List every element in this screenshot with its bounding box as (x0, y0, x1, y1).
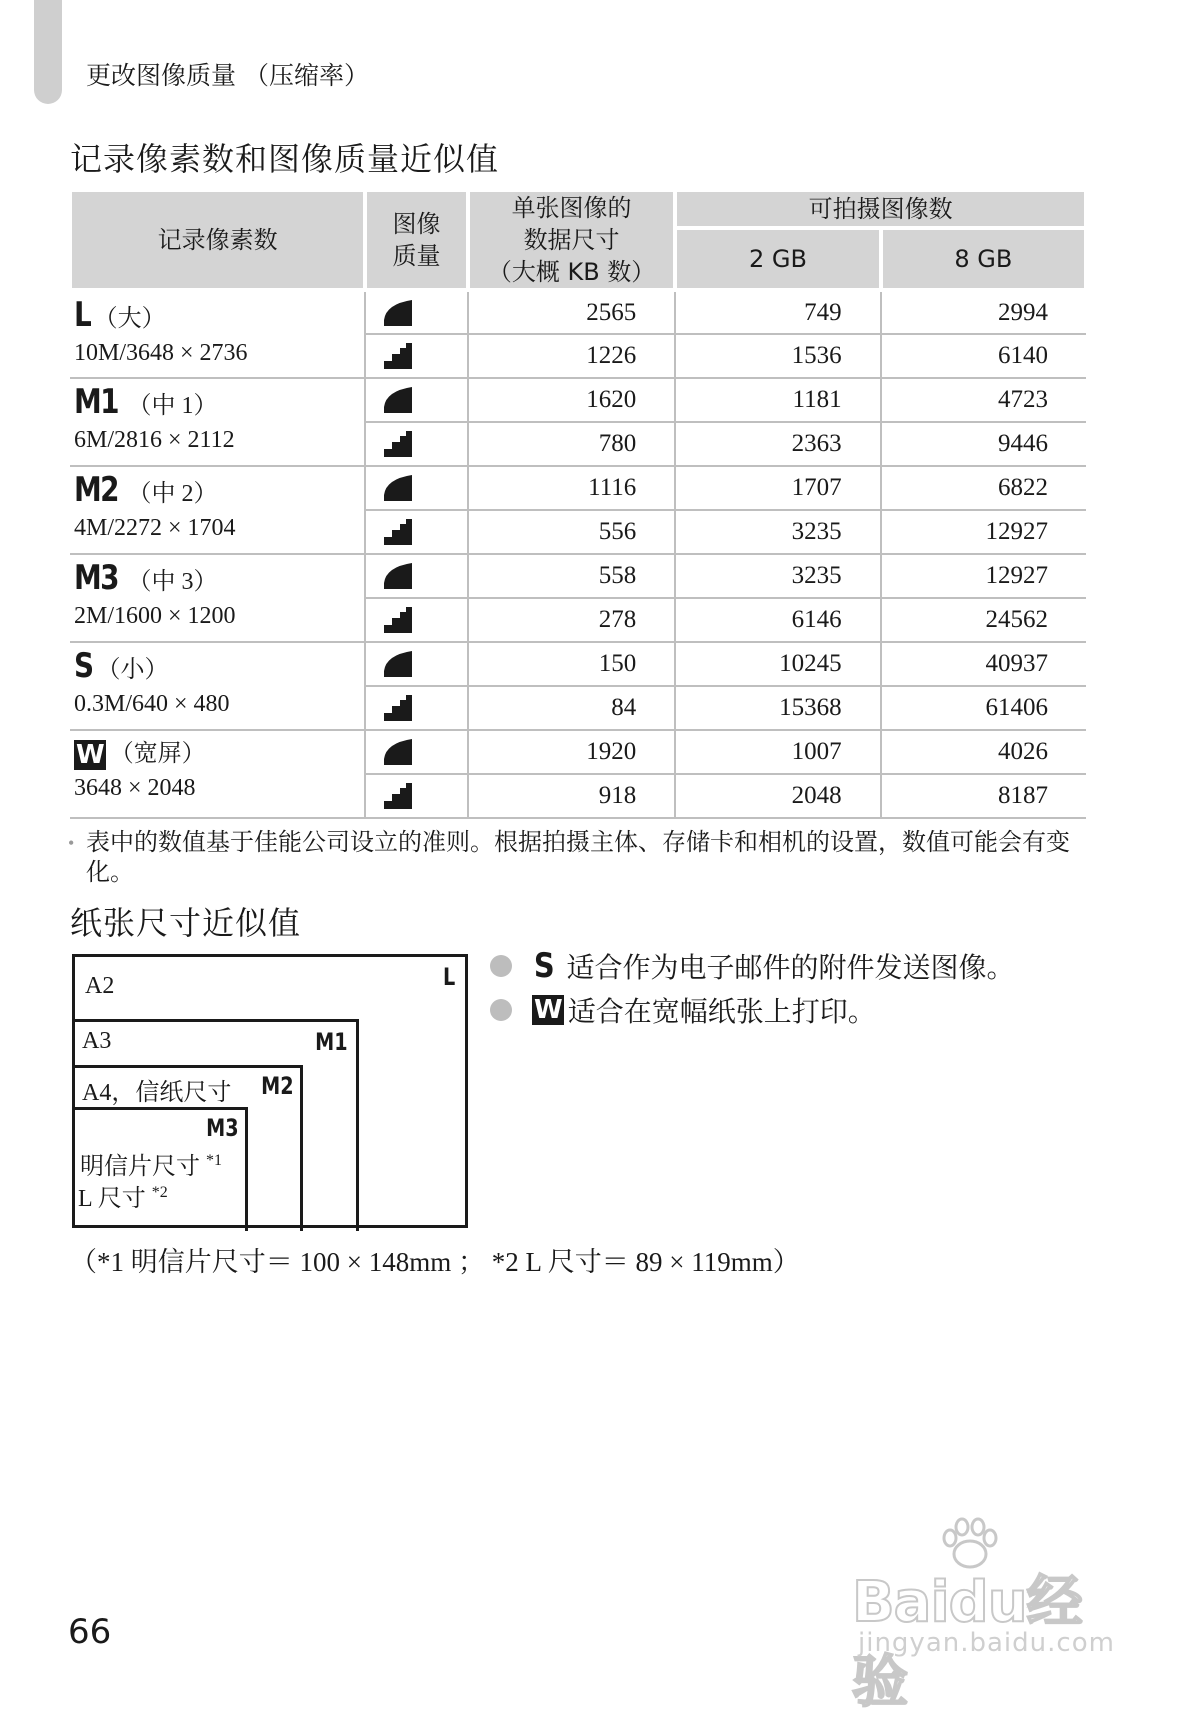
normal-icon (365, 598, 468, 642)
table-row (70, 290, 1086, 334)
shots-2gb-cell: 1007 (675, 730, 880, 774)
chapter-tab (34, 0, 62, 104)
size-mark: M1 (74, 382, 118, 422)
shots-8gb-cell: 4723 (881, 378, 1086, 422)
file-size-cell: 556 (468, 510, 675, 554)
resolution: 6M/2816 × 2112 (74, 427, 235, 453)
mark-m1: M1 (315, 1028, 348, 1056)
shots-2gb-cell: 3235 (675, 554, 880, 598)
pixel-cell (70, 554, 365, 642)
shots-2gb-cell: 1181 (675, 378, 880, 422)
table-row (70, 466, 1086, 510)
shots-2gb-cell: 10245 (675, 642, 880, 686)
shots-8gb-cell: 24562 (881, 598, 1086, 642)
file-size-cell: 1116 (468, 466, 675, 510)
resolution: 2M/1600 × 1200 (74, 603, 236, 629)
size-mark: M3 (74, 558, 118, 598)
pixel-cell (70, 466, 365, 554)
watermark-sub: jingyan.baidu.com (858, 1628, 1115, 1658)
s-size-icon: S (533, 946, 555, 986)
shots-8gb-cell: 6822 (881, 466, 1086, 510)
mark-l: L (442, 963, 455, 991)
shots-2gb-cell: 2363 (675, 422, 880, 466)
shots-8gb-cell: 2994 (881, 290, 1086, 334)
bullet-w-text: 适合在宽幅纸张上打印。 (567, 997, 876, 1028)
shots-8gb-cell: 12927 (881, 554, 1086, 598)
file-size-cell: 2565 (468, 290, 675, 334)
file-size-cell: 1920 (468, 730, 675, 774)
table-row (70, 642, 1086, 686)
fine-icon (365, 642, 468, 686)
bullet-w (490, 988, 1015, 1032)
resolution: 10M/3648 × 2736 (74, 340, 248, 366)
label-a4: A4，信纸尺寸 (82, 1080, 232, 1106)
bullet-s-text: 适合作为电子邮件的附件发送图像。 (566, 953, 1015, 984)
fine-icon (365, 378, 468, 422)
fine-icon (365, 554, 468, 598)
mark-m2: M2 (261, 1072, 294, 1100)
file-size-cell: 84 (468, 686, 675, 730)
header-2gb: 2 GB (675, 228, 880, 291)
watermark-main: Baidu经验 (852, 1570, 1082, 1715)
header-pixels: 记录像素数 (70, 190, 365, 290)
shots-2gb-cell: 15368 (675, 686, 880, 730)
file-size-cell: 278 (468, 598, 675, 642)
normal-icon (365, 510, 468, 554)
usage-bullets (490, 944, 1015, 1032)
bullet-s (490, 944, 1015, 988)
baidu-watermark (852, 1518, 1132, 1715)
table-row (70, 730, 1086, 774)
size-mark: S (74, 646, 93, 686)
header-shots: 可拍摄图像数 (675, 190, 1086, 228)
normal-icon (365, 334, 468, 378)
shots-2gb-cell: 1707 (675, 466, 880, 510)
note-text: 表中的数值基于佳能公司设立的准则。根据拍摄主体、存储卡和相机的设置，数值可能会有变化。 (86, 830, 1070, 886)
label-postcard: 明信片尺寸 $^{*1}$ (80, 1152, 222, 1180)
quality-table (68, 188, 1088, 819)
file-size-cell: 780 (468, 422, 675, 466)
normal-icon (365, 422, 468, 466)
shots-8gb-cell: 40937 (881, 642, 1086, 686)
shots-8gb-cell: 4026 (881, 730, 1086, 774)
bullet-dot-icon (490, 955, 512, 977)
pixel-cell (70, 378, 365, 466)
size-name: （大） (93, 306, 166, 332)
header-8gb: 8 GB (881, 228, 1086, 291)
shots-2gb-cell: 2048 (675, 774, 880, 818)
section-title-pixels-quality: 记录像素数和图像质量近似值 (70, 140, 500, 178)
shots-2gb-cell: 1536 (675, 334, 880, 378)
shots-8gb-cell: 12927 (881, 510, 1086, 554)
header-size: 单张图像的 数据尺寸 （大概 KB 数） (468, 190, 675, 290)
paper-size-diagram (72, 954, 468, 1228)
resolution: 0.3M/640 × 480 (74, 691, 230, 717)
page-number: 66 (68, 1612, 112, 1652)
size-name: （小） (96, 657, 169, 683)
section-title-paper-size: 纸张尺寸近似值 (70, 904, 302, 942)
size-name: （中 3） (127, 569, 218, 595)
footnote: （*1 明信片尺寸＝ 100 × 148mm ； *2 L 尺寸＝ 89 × 119mm） (70, 1247, 800, 1277)
file-size-cell: 1226 (468, 334, 675, 378)
label-a3: A3 (82, 1028, 112, 1054)
fine-icon (365, 730, 468, 774)
shots-8gb-cell: 61406 (881, 686, 1086, 730)
fine-icon (365, 466, 468, 510)
label-a2: A2 (85, 973, 115, 999)
resolution: 4M/2272 × 1704 (74, 515, 236, 541)
size-name: （中 1） (127, 393, 218, 419)
size-name: （宽屏） (109, 741, 206, 767)
size-mark: M2 (74, 470, 118, 510)
normal-icon (365, 686, 468, 730)
size-name: （中 2） (127, 481, 218, 507)
shots-2gb-cell: 749 (675, 290, 880, 334)
pixel-cell (70, 642, 365, 730)
shots-2gb-cell: 6146 (675, 598, 880, 642)
pixel-cell (70, 730, 365, 818)
resolution: 3648 × 2048 (74, 775, 196, 801)
header-quality: 图像 质量 (365, 190, 468, 290)
widescreen-icon: W (76, 740, 104, 771)
table-row (70, 378, 1086, 422)
pixel-cell (70, 290, 365, 378)
label-lsize: L 尺寸 $^{*2}$ (78, 1184, 168, 1212)
fine-icon (365, 290, 468, 334)
shots-2gb-cell: 3235 (675, 510, 880, 554)
table-row (70, 554, 1086, 598)
size-mark: L (74, 295, 91, 335)
box-postcard (72, 1107, 248, 1231)
file-size-cell: 1620 (468, 378, 675, 422)
file-size-cell: 918 (468, 774, 675, 818)
file-size-cell: 150 (468, 642, 675, 686)
shots-8gb-cell: 9446 (881, 422, 1086, 466)
table-note (68, 828, 1108, 888)
shots-8gb-cell: 6140 (881, 334, 1086, 378)
mark-m3: M3 (206, 1114, 239, 1142)
file-size-cell: 558 (468, 554, 675, 598)
bullet-dot-icon (490, 999, 512, 1021)
widescreen-icon: W (534, 995, 562, 1025)
normal-icon (365, 774, 468, 818)
note-bullet: • (68, 833, 75, 853)
shots-8gb-cell: 8187 (881, 774, 1086, 818)
running-title: 更改图像质量 （压缩率） (86, 61, 369, 90)
